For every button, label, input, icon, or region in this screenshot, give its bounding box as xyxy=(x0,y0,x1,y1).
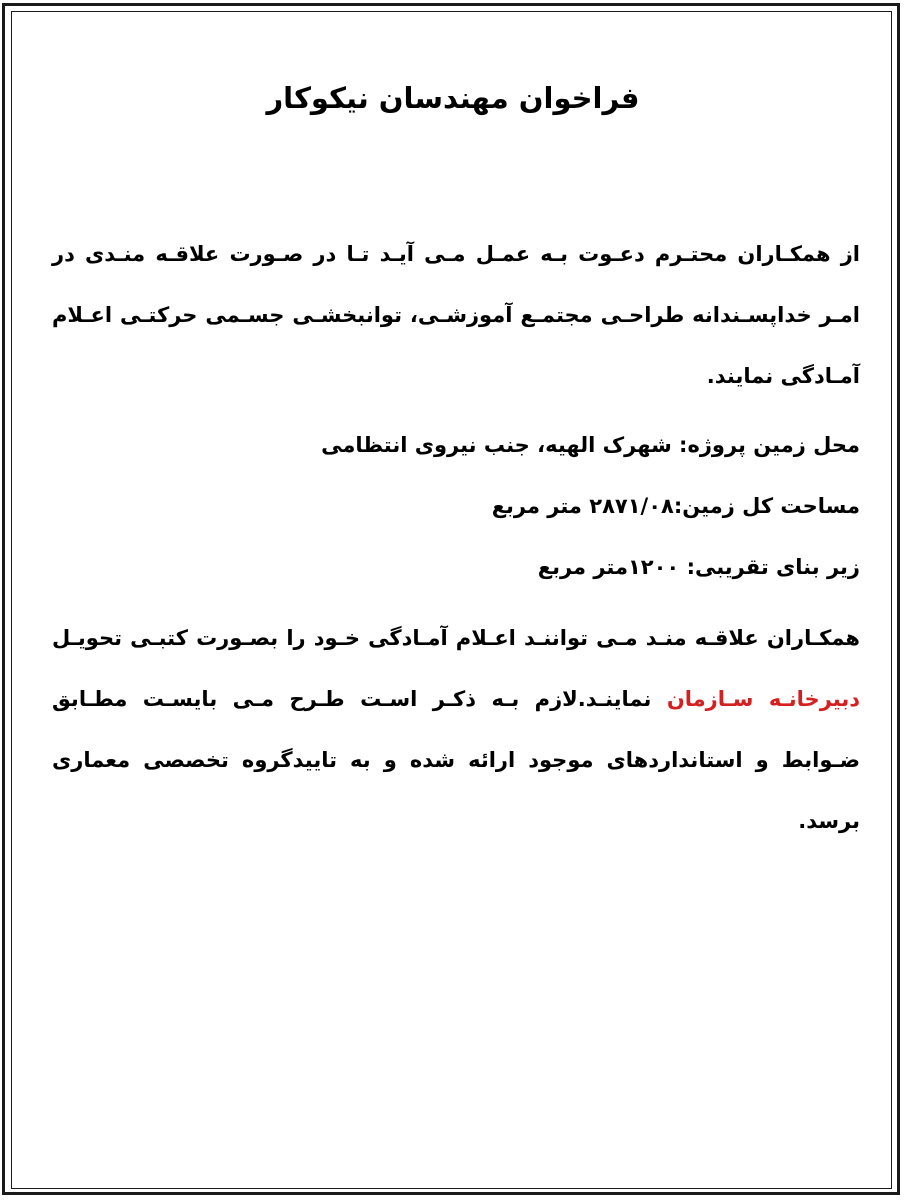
submission-paragraph xyxy=(52,608,860,852)
total-land-area: مساحت کل زمین:۲۸۷۱/۰۸ متر مربع xyxy=(491,494,860,518)
submission-text-end: نماینـد.لازم بـه ذکـر اسـت طـرح مـی بایسـت مطـابق ضـوابط و استانداردهای موجود ارائه شده و به تاییدگروه تخصصی معماری برسد. xyxy=(52,687,860,833)
document-title: فراخوان مهندسان نیکوکار xyxy=(266,81,640,115)
submission-text-start: همکـاران علاقـه منـد مـی تواننـد اعـلام آمـادگی خـود را بصـورت کتبـی تحویـل xyxy=(52,626,860,650)
project-location: محل زمین پروژه: شهرک الهیه، جنب نیروی انتظامی xyxy=(321,433,860,457)
document-body xyxy=(52,224,860,852)
building-area: زیر بنای تقریبی: ۱۲۰۰متر مربع xyxy=(537,555,860,579)
secretariat-highlight: دبیرخانـه سـازمان xyxy=(666,687,860,711)
intro-paragraph: از همکـاران محتـرم دعـوت بـه عمـل مـی آیـد تـا در صـورت علاقـه منـدی در امـر خداپسـندانه طراحـی مجتمـع آموزشـی، توانبخشـی جسـمی حرکتـی اعـلام آمـادگی نمایند. xyxy=(52,242,860,388)
